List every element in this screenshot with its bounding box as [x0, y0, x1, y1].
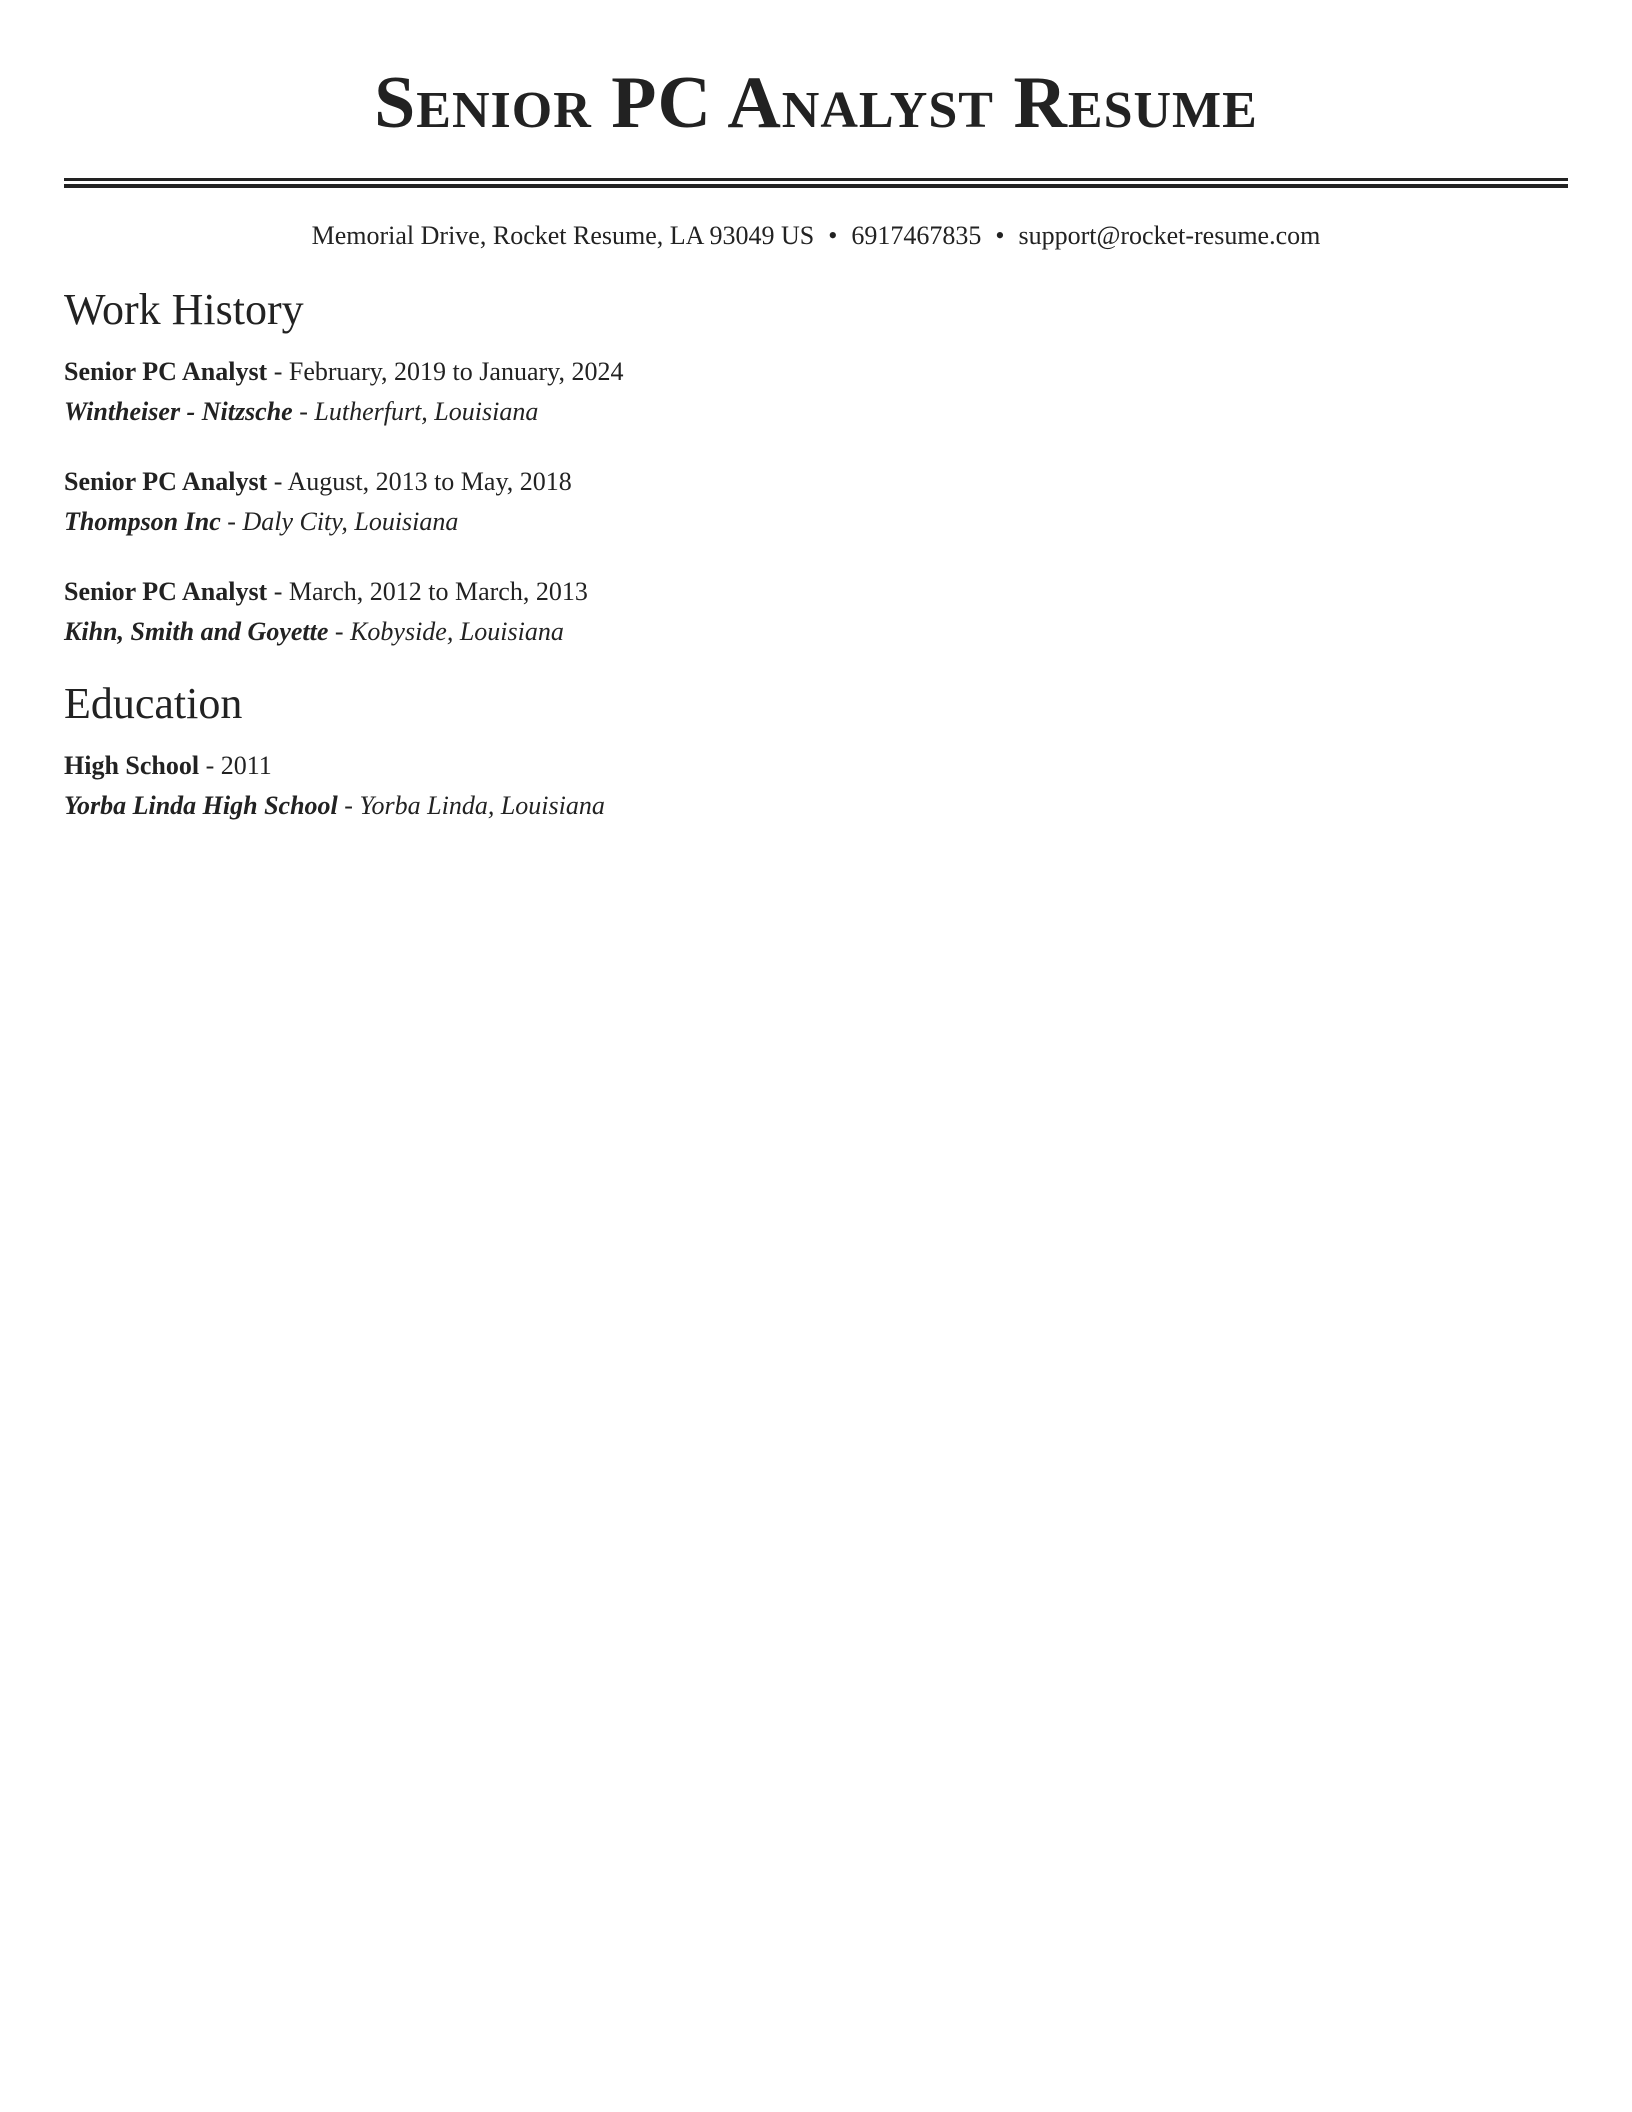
education-school-line [64, 786, 1568, 826]
resume-title: Senior PC Analyst Resume [374, 62, 1258, 144]
job-title-line [64, 572, 1568, 612]
contact-email: support@rocket-resume.com [1018, 221, 1321, 250]
dash: - [334, 617, 344, 646]
work-history-heading: Work History [64, 285, 304, 334]
job-entry [64, 352, 1568, 432]
dash: - [205, 751, 215, 780]
job-title-line [64, 352, 1568, 392]
education-heading: Education [64, 679, 243, 728]
work-history-list [64, 352, 1568, 652]
job-company-line [64, 392, 1568, 432]
job-company-line [64, 502, 1568, 542]
job-company: Thompson Inc [64, 507, 221, 536]
job-role: Senior PC Analyst [64, 467, 268, 496]
education-school: Yorba Linda High School [64, 791, 338, 820]
job-company-line [64, 612, 1568, 652]
contact-separator: • [995, 221, 1005, 250]
job-dates: August, 2013 to May, 2018 [287, 467, 572, 496]
education-degree-line [64, 746, 1568, 786]
job-dates: March, 2012 to March, 2013 [288, 577, 588, 606]
job-location: Lutherfurt, Louisiana [314, 397, 539, 426]
job-role: Senior PC Analyst [64, 577, 268, 606]
education-degree: High School [64, 751, 200, 780]
job-dates: February, 2019 to January, 2024 [288, 357, 624, 386]
dash: - [273, 577, 283, 606]
contact-address: Memorial Drive, Rocket Resume, LA 93049 US [311, 221, 815, 250]
education-list [64, 746, 1568, 826]
contact-line [64, 218, 1568, 254]
job-title-line [64, 462, 1568, 502]
title-divider [64, 178, 1568, 188]
job-location: Daly City, Louisiana [242, 507, 459, 536]
education-year: 2011 [220, 751, 272, 780]
job-entry [64, 462, 1568, 542]
job-entry [64, 572, 1568, 652]
education-location: Yorba Linda, Louisiana [359, 791, 605, 820]
dash: - [299, 397, 308, 426]
contact-phone: 6917467835 [851, 221, 982, 250]
job-location: Kobyside, Louisiana [350, 617, 564, 646]
job-company: Kihn, Smith and Goyette [64, 617, 329, 646]
dash: - [227, 507, 236, 536]
job-company: Wintheiser - Nitzsche [64, 397, 293, 426]
dash: - [273, 467, 283, 496]
job-role: Senior PC Analyst [64, 357, 268, 386]
education-entry [64, 746, 1568, 826]
dash: - [344, 791, 353, 820]
contact-separator: • [828, 221, 838, 250]
dash: - [273, 357, 283, 386]
